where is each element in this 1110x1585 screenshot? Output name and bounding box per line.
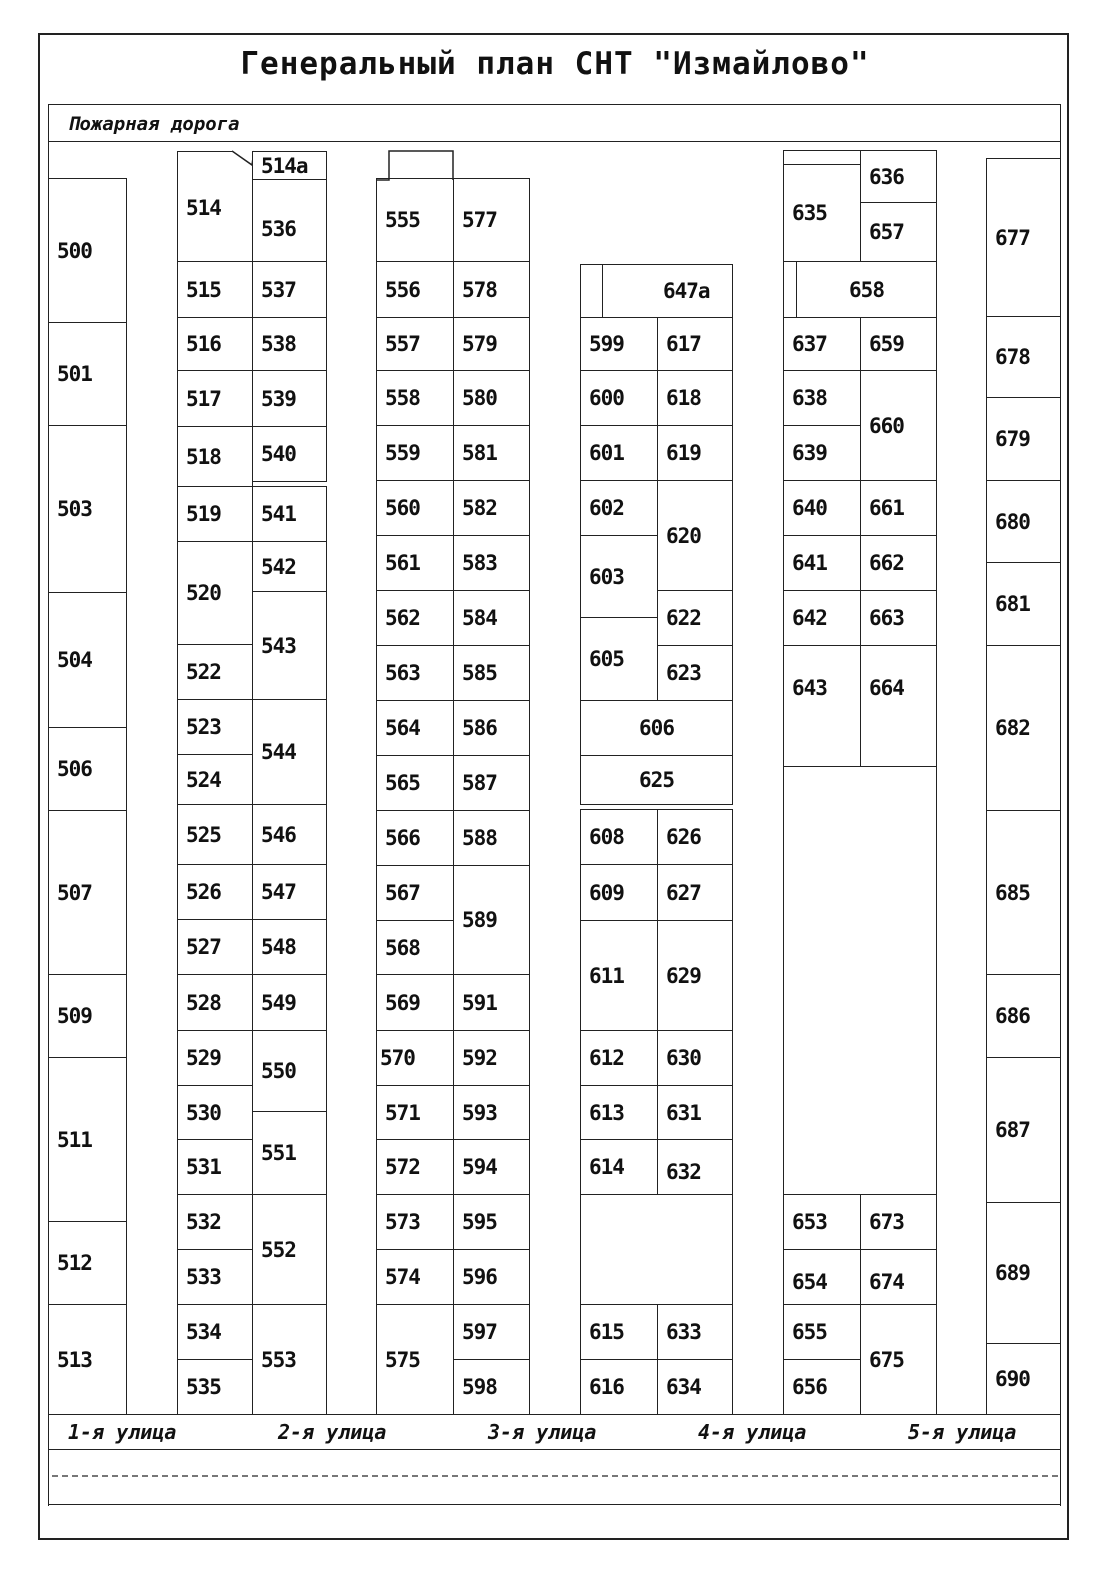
plot[interactable]: 606 [580, 700, 733, 756]
plot[interactable]: 679 [986, 397, 1061, 481]
plot[interactable]: 654 [783, 1249, 861, 1305]
plot[interactable]: 626 [657, 809, 733, 865]
plot[interactable]: 567 [376, 865, 454, 921]
plot[interactable]: 558 [376, 370, 454, 426]
plot[interactable]: 573 [376, 1194, 454, 1250]
plot[interactable]: 647а [602, 264, 733, 318]
plot[interactable]: 609 [580, 864, 658, 921]
plot[interactable]: 540 [252, 426, 327, 482]
plot[interactable]: 608 [580, 809, 658, 865]
street-label: 2-я улица [278, 1420, 387, 1444]
plot[interactable]: 586 [453, 700, 530, 756]
plot[interactable]: 514 [177, 151, 253, 262]
plot-empty [580, 1194, 733, 1305]
plot[interactable]: 563 [376, 645, 454, 701]
plot[interactable]: 659 [860, 317, 937, 371]
plot[interactable]: 517 [177, 370, 253, 427]
plot[interactable]: 547 [252, 864, 327, 920]
plot[interactable]: 623 [657, 645, 733, 701]
plot[interactable]: 625 [580, 755, 733, 805]
plot[interactable]: 639 [783, 425, 861, 481]
divider [48, 141, 1061, 142]
plot[interactable]: 537 [252, 261, 327, 318]
plot[interactable]: 638 [783, 370, 861, 426]
plot[interactable]: 660 [860, 370, 937, 481]
plot[interactable]: 559 [376, 425, 454, 481]
plot[interactable]: 657 [860, 202, 937, 262]
plot[interactable]: 653 [783, 1194, 861, 1250]
plot[interactable]: 620 [657, 480, 733, 591]
divider [48, 104, 1061, 105]
plot[interactable]: 585 [453, 645, 530, 701]
plot[interactable]: 536 [252, 179, 327, 262]
plot[interactable]: 520 [177, 541, 253, 645]
map-title: Генеральный план СНТ "Измайлово" [240, 46, 870, 82]
plot[interactable]: 655 [783, 1304, 861, 1360]
plot[interactable]: 560 [376, 480, 454, 536]
plot[interactable]: 525 [177, 804, 253, 865]
plot[interactable]: 564 [376, 700, 454, 756]
plot[interactable]: 529 [177, 1030, 253, 1086]
plot[interactable]: 500 [48, 178, 127, 323]
plot[interactable]: 555 [376, 178, 454, 262]
plot[interactable]: 575 [376, 1304, 454, 1415]
plot[interactable]: 678 [986, 316, 1061, 398]
plot[interactable]: 661 [860, 480, 937, 536]
plot[interactable]: 614 [580, 1139, 658, 1195]
plot[interactable]: 565 [376, 755, 454, 811]
plot-empty [783, 766, 937, 1195]
plot[interactable]: 519 [177, 486, 253, 542]
plot[interactable]: 509 [48, 974, 127, 1058]
plot[interactable]: 675 [860, 1304, 937, 1415]
plot[interactable]: 637 [783, 317, 861, 371]
plot[interactable]: 686 [986, 974, 1061, 1058]
plot[interactable]: 513 [48, 1304, 127, 1415]
plot[interactable]: 546 [252, 804, 327, 865]
plot[interactable]: 523 [177, 699, 253, 755]
plot[interactable]: 615 [580, 1304, 658, 1360]
plot[interactable]: 635 [783, 164, 861, 262]
plot[interactable]: 551 [252, 1111, 327, 1195]
plot[interactable]: 552 [252, 1194, 327, 1305]
plot[interactable]: 581 [453, 425, 530, 481]
divider [783, 261, 798, 318]
plot[interactable]: 587 [453, 755, 530, 811]
plot[interactable]: 549 [252, 974, 327, 1031]
plot[interactable]: 601 [580, 425, 658, 481]
plot[interactable]: 588 [453, 810, 530, 866]
plot[interactable]: 507 [48, 810, 127, 975]
plot[interactable]: 591 [453, 974, 530, 1031]
street-label: 3-я улица [488, 1420, 597, 1444]
plot[interactable]: 561 [376, 535, 454, 591]
plot[interactable]: 557 [376, 317, 454, 371]
plot[interactable]: 580 [453, 370, 530, 426]
plot[interactable]: 687 [986, 1057, 1061, 1203]
plot[interactable]: 612 [580, 1030, 658, 1086]
plot[interactable]: 583 [453, 535, 530, 591]
plot[interactable]: 553 [252, 1304, 327, 1415]
plot[interactable]: 690 [986, 1343, 1061, 1415]
plot[interactable]: 568 [376, 920, 454, 975]
plot[interactable]: 572 [376, 1139, 454, 1195]
plot[interactable]: 600 [580, 370, 658, 426]
plot[interactable]: 543 [252, 591, 327, 700]
plot[interactable]: 599 [580, 317, 658, 371]
plot[interactable]: 503 [48, 425, 127, 593]
plot[interactable]: 518 [177, 426, 253, 487]
plot[interactable]: 589 [453, 865, 530, 975]
plot[interactable]: 596 [453, 1249, 530, 1305]
plot[interactable]: 570 [376, 1030, 454, 1086]
plot[interactable]: 632 [657, 1139, 733, 1195]
plot[interactable]: 598 [453, 1359, 530, 1415]
plot[interactable]: 524 [177, 754, 253, 805]
plot[interactable]: 535 [177, 1359, 253, 1415]
plot[interactable]: 663 [860, 590, 937, 646]
plot[interactable]: 597 [453, 1304, 530, 1360]
plot[interactable]: 579 [453, 317, 530, 371]
plot[interactable]: 539 [252, 370, 327, 427]
fire-road-label: Пожарная дорога [68, 113, 240, 135]
plot[interactable]: 630 [657, 1030, 733, 1086]
plot[interactable]: 541 [252, 486, 327, 542]
plot[interactable]: 622 [657, 590, 733, 646]
plot[interactable]: 522 [177, 644, 253, 700]
plot[interactable]: 629 [657, 920, 733, 1031]
plot[interactable]: 595 [453, 1194, 530, 1250]
plot[interactable]: 594 [453, 1139, 530, 1195]
plot[interactable]: 611 [580, 920, 658, 1031]
plot[interactable]: 603 [580, 535, 658, 618]
plot[interactable]: 501 [48, 322, 127, 426]
plot[interactable]: 640 [783, 480, 861, 536]
plot[interactable]: 562 [376, 590, 454, 646]
divider [48, 1504, 1061, 1505]
plot[interactable]: 633 [657, 1304, 733, 1360]
plot[interactable]: 593 [453, 1085, 530, 1140]
plot[interactable]: 674 [860, 1249, 937, 1305]
plot[interactable]: 673 [860, 1194, 937, 1250]
plot[interactable]: 515 [177, 261, 253, 318]
plot[interactable]: 514а [252, 151, 327, 180]
plot[interactable]: 634 [657, 1359, 733, 1415]
plot[interactable]: 506 [48, 727, 127, 811]
plot[interactable]: 664 [860, 645, 937, 767]
plot[interactable]: 616 [580, 1359, 658, 1415]
plot[interactable]: 578 [453, 261, 530, 318]
plot[interactable]: 526 [177, 864, 253, 920]
plot[interactable]: 566 [376, 810, 454, 866]
plot[interactable]: 677 [986, 158, 1061, 317]
plot[interactable]: 512 [48, 1221, 127, 1305]
plot[interactable]: 642 [783, 590, 861, 646]
plot[interactable]: 516 [177, 317, 253, 371]
plot[interactable]: 682 [986, 645, 1061, 811]
plot[interactable]: 627 [657, 864, 733, 921]
plot[interactable]: 631 [657, 1085, 733, 1140]
street-label: 4-я улица [698, 1420, 807, 1444]
plot[interactable]: 532 [177, 1194, 253, 1250]
plot[interactable]: 656 [783, 1359, 861, 1415]
plot[interactable]: 544 [252, 699, 327, 805]
plot-corner-notch [375, 150, 455, 182]
plot[interactable]: 680 [986, 480, 1061, 563]
plot[interactable]: 574 [376, 1249, 454, 1305]
plot[interactable]: 534 [177, 1304, 253, 1360]
street-label: 1-я улица [68, 1420, 177, 1444]
plot[interactable]: 689 [986, 1202, 1061, 1344]
plot[interactable]: 504 [48, 592, 127, 728]
plot[interactable]: 681 [986, 562, 1061, 646]
plot[interactable]: 527 [177, 919, 253, 975]
plot[interactable]: 641 [783, 535, 861, 591]
plot[interactable]: 658 [796, 261, 937, 318]
plot[interactable]: 582 [453, 480, 530, 536]
plot[interactable]: 584 [453, 590, 530, 646]
plot[interactable]: 617 [657, 317, 733, 371]
plot[interactable]: 556 [376, 261, 454, 318]
plot[interactable]: 569 [376, 974, 454, 1031]
plot[interactable]: 511 [48, 1057, 127, 1222]
plot[interactable]: 643 [783, 645, 861, 767]
plot[interactable]: 542 [252, 541, 327, 592]
plot[interactable]: 550 [252, 1030, 327, 1112]
plot[interactable]: 613 [580, 1085, 658, 1140]
street-label: 5-я улица [908, 1420, 1017, 1444]
plot[interactable]: 602 [580, 480, 658, 536]
plot[interactable]: 619 [657, 425, 733, 481]
divider [48, 1449, 1061, 1450]
plot[interactable]: 538 [252, 317, 327, 371]
plot[interactable]: 636 [860, 150, 937, 203]
plot[interactable]: 528 [177, 974, 253, 1031]
plot[interactable]: 533 [177, 1249, 253, 1305]
plot[interactable]: 548 [252, 919, 327, 975]
plot[interactable]: 571 [376, 1085, 454, 1140]
dashed-boundary [52, 1475, 1058, 1477]
plot[interactable]: 592 [453, 1030, 530, 1086]
plot[interactable]: 531 [177, 1139, 253, 1195]
plot[interactable]: 605 [580, 617, 658, 701]
plot[interactable]: 618 [657, 370, 733, 426]
plot[interactable]: 530 [177, 1085, 253, 1140]
plot[interactable]: 577 [453, 178, 530, 262]
plot[interactable]: 685 [986, 810, 1061, 975]
plot[interactable]: 662 [860, 535, 937, 591]
